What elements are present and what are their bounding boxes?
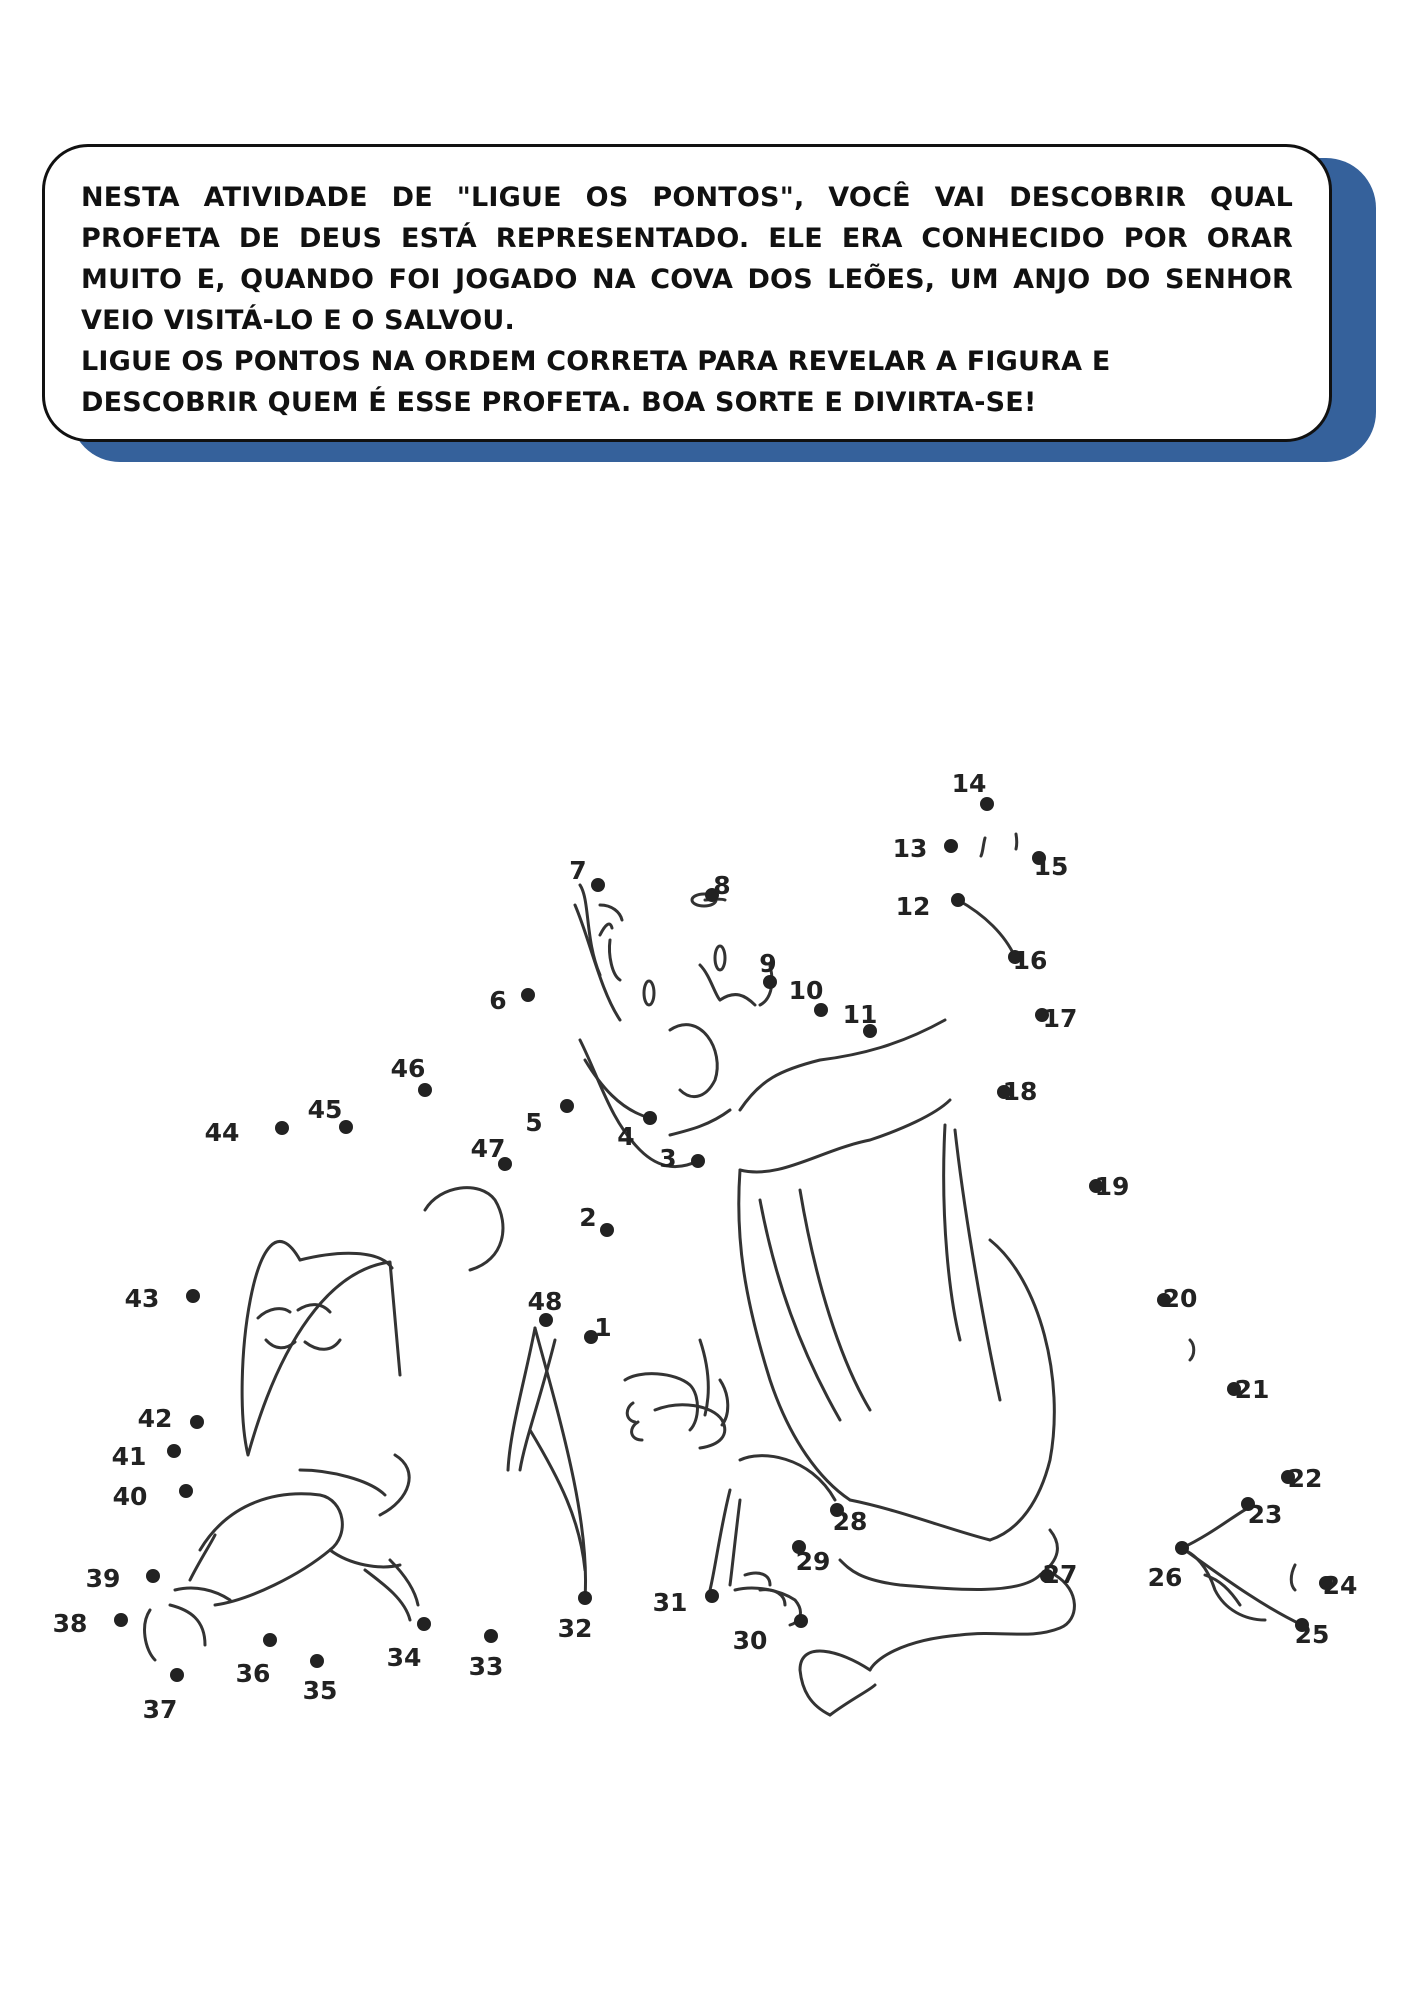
dot-39 bbox=[146, 1569, 160, 1583]
dot-label-11: 11 bbox=[842, 1000, 878, 1029]
dot-label-34: 34 bbox=[386, 1643, 422, 1672]
dot-label-45: 45 bbox=[307, 1095, 343, 1124]
dot-label-47: 47 bbox=[470, 1134, 506, 1163]
dot-38 bbox=[114, 1613, 128, 1627]
dot-12 bbox=[951, 893, 965, 907]
dot-43 bbox=[186, 1289, 200, 1303]
daniel-foot bbox=[735, 1588, 800, 1625]
lion-ear-outline bbox=[425, 1188, 503, 1270]
dot-label-14: 14 bbox=[951, 769, 987, 798]
dot-label-42: 42 bbox=[137, 1404, 173, 1433]
dot-2 bbox=[600, 1223, 614, 1237]
dot-label-4: 4 bbox=[617, 1122, 635, 1151]
daniel-robe-left bbox=[739, 1170, 850, 1500]
dot-label-35: 35 bbox=[302, 1676, 338, 1705]
dot-label-6: 6 bbox=[489, 986, 507, 1015]
dot-label-43: 43 bbox=[124, 1284, 160, 1313]
dot-label-7: 7 bbox=[569, 856, 587, 885]
dot-label-22: 22 bbox=[1287, 1464, 1323, 1493]
dot-31 bbox=[705, 1589, 719, 1603]
daniel-beard bbox=[670, 1025, 717, 1097]
dot-label-27: 27 bbox=[1042, 1560, 1078, 1589]
dot-label-12: 12 bbox=[895, 892, 931, 921]
daniel-robe-right bbox=[990, 1240, 1054, 1540]
daniel-sleeve bbox=[700, 1340, 708, 1415]
dot-30 bbox=[794, 1614, 808, 1628]
daniel-knee bbox=[740, 1456, 835, 1500]
dot-46 bbox=[418, 1083, 432, 1097]
dot-33 bbox=[484, 1629, 498, 1643]
dot-label-15: 15 bbox=[1033, 852, 1069, 881]
lion-back-outline bbox=[520, 1340, 555, 1470]
lion-eye bbox=[644, 981, 654, 1005]
dot-40 bbox=[179, 1484, 193, 1498]
dot-35 bbox=[310, 1654, 324, 1668]
dot-34 bbox=[417, 1617, 431, 1631]
dot-label-17: 17 bbox=[1042, 1004, 1078, 1033]
dot-label-9: 9 bbox=[759, 949, 777, 978]
dot-label-5: 5 bbox=[525, 1108, 543, 1137]
instruction-paragraph-1: NESTA ATIVIDADE DE "LIGUE OS PONTOS", VOCÊ VAI DESCOBRIR QUAL PROFETA DE DEUS ESTÁ REPRESENTADO. ELE ERA CONHECIDO POR ORAR MUITO E, QUANDO FOI JOGADO NA COVA DOS LEÕES, UM ANJO DO SENHOR VEIO VISITÁ-LO E O SALVOU. bbox=[81, 182, 1293, 336]
dot-label-33: 33 bbox=[468, 1652, 504, 1681]
partial-line-art bbox=[145, 834, 1302, 1715]
daniel-back-foot bbox=[840, 1530, 1057, 1589]
dot-37 bbox=[170, 1668, 184, 1682]
dot-26 bbox=[1175, 1541, 1189, 1555]
dot-6 bbox=[521, 988, 535, 1002]
dot-14 bbox=[980, 797, 994, 811]
dot-label-26: 26 bbox=[1147, 1563, 1183, 1592]
dot-label-21: 21 bbox=[1234, 1375, 1270, 1404]
dot-3 bbox=[691, 1154, 705, 1168]
lion-paws-outline bbox=[200, 1494, 342, 1605]
daniel-cheek bbox=[670, 1110, 730, 1135]
dot-label-13: 13 bbox=[892, 834, 928, 863]
dot-41 bbox=[167, 1444, 181, 1458]
dot-label-36: 36 bbox=[235, 1659, 271, 1688]
dot-label-32: 32 bbox=[557, 1614, 593, 1643]
dot-label-19: 19 bbox=[1094, 1172, 1130, 1201]
dot-label-48: 48 bbox=[527, 1287, 563, 1316]
dot-label-29: 29 bbox=[795, 1547, 831, 1576]
dot-label-3: 3 bbox=[659, 1144, 677, 1173]
numbered-dots bbox=[53, 769, 1358, 1724]
dot-label-24: 24 bbox=[1322, 1571, 1358, 1600]
dot-13 bbox=[944, 839, 958, 853]
dot-label-28: 28 bbox=[832, 1507, 868, 1536]
dot-42 bbox=[190, 1415, 204, 1429]
dot-label-39: 39 bbox=[85, 1564, 121, 1593]
dot-label-18: 18 bbox=[1002, 1077, 1038, 1106]
daniel-eye bbox=[609, 940, 620, 980]
dot-label-25: 25 bbox=[1294, 1620, 1330, 1649]
dot-label-31: 31 bbox=[652, 1588, 688, 1617]
dot-label-38: 38 bbox=[52, 1609, 88, 1638]
dot-label-37: 37 bbox=[142, 1695, 178, 1724]
dot-5 bbox=[560, 1099, 574, 1113]
dot-label-40: 40 bbox=[112, 1482, 148, 1511]
dot-label-8: 8 bbox=[713, 871, 731, 900]
daniel-cloak-top bbox=[740, 1020, 945, 1110]
dot-label-2: 2 bbox=[579, 1203, 597, 1232]
dot-44 bbox=[275, 1121, 289, 1135]
dot-label-16: 16 bbox=[1012, 946, 1048, 975]
dot-4 bbox=[643, 1111, 657, 1125]
dot-label-10: 10 bbox=[788, 976, 824, 1005]
daniel-head-outline bbox=[580, 1040, 700, 1167]
dot-label-44: 44 bbox=[204, 1118, 240, 1147]
dot-36 bbox=[263, 1633, 277, 1647]
dot-label-41: 41 bbox=[111, 1442, 147, 1471]
instruction-paragraph-2: LIGUE OS PONTOS NA ORDEM CORRETA PARA REVELAR A FIGURA E DESCOBRIR QUEM É ESSE PROFETA. BOA SORTE E DIVIRTA-SE! bbox=[81, 346, 1111, 418]
dot-label-46: 46 bbox=[390, 1054, 426, 1083]
dot-7 bbox=[591, 878, 605, 892]
dot-32 bbox=[578, 1591, 592, 1605]
dot-label-23: 23 bbox=[1247, 1500, 1283, 1529]
dot-10 bbox=[814, 1003, 828, 1017]
dot-label-1: 1 bbox=[594, 1313, 612, 1342]
dot-label-30: 30 bbox=[732, 1626, 768, 1655]
dot-label-20: 20 bbox=[1162, 1284, 1198, 1313]
